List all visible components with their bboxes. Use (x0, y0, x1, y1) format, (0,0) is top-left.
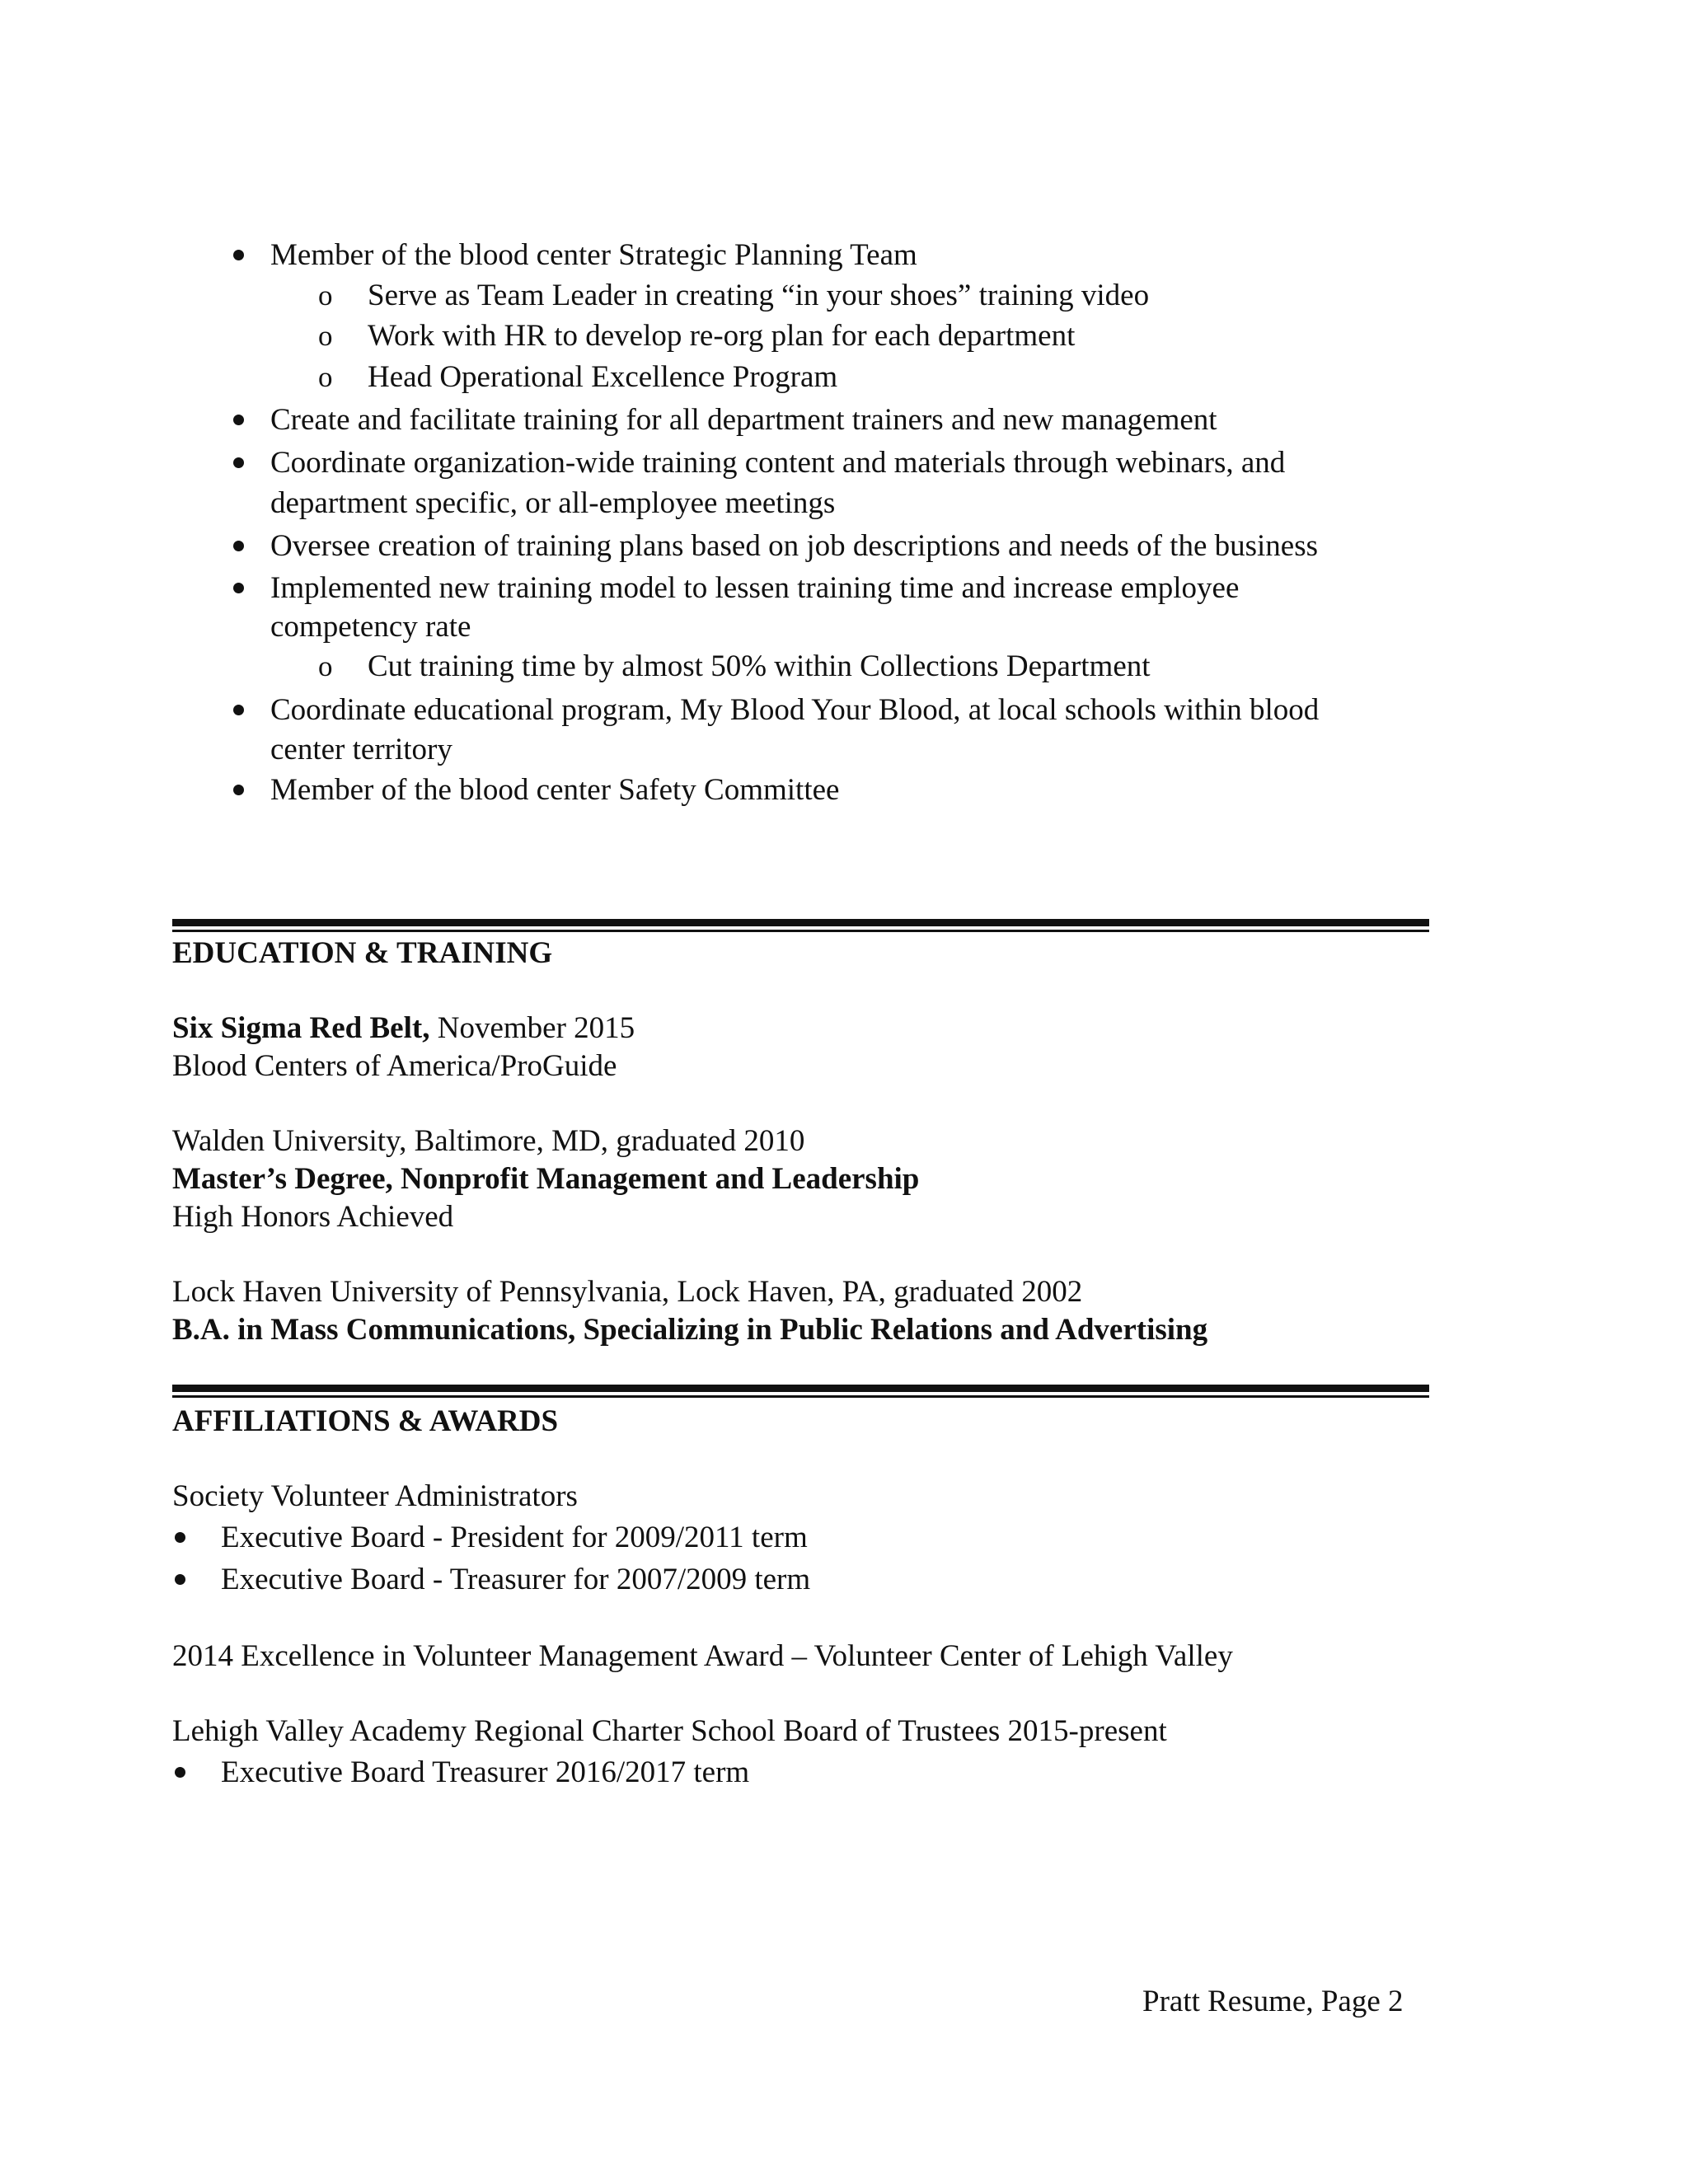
list-item-continuation: center territory (270, 733, 452, 766)
bullet-dot (233, 250, 244, 260)
bullet-dot (233, 583, 244, 593)
section-heading-affiliations: AFFILIATIONS & AWARDS (172, 1404, 559, 1438)
list-item: Member of the blood center Strategic Planning Team (270, 238, 917, 272)
list-item: Member of the blood center Safety Committee (270, 773, 840, 807)
list-item: Executive Board Treasurer 2016/2017 term (221, 1755, 750, 1789)
sub-list-item: Cut training time by almost 50% within Collections Department (368, 649, 1151, 683)
list-item: Coordinate organization-wide training content and materials through webinars, and (270, 446, 1286, 480)
list-item: Create and facilitate training for all department trainers and new management (270, 403, 1217, 437)
section-divider-thick (172, 919, 1429, 926)
bullet-dot (233, 415, 244, 425)
bullet-dot (233, 785, 244, 795)
affiliation-org: Society Volunteer Administrators (172, 1479, 578, 1513)
bullet-dot (175, 1532, 185, 1543)
school-line-walden: Walden University, Baltimore, MD, graduated 2010 (172, 1124, 805, 1158)
bullet-dot (233, 705, 244, 715)
list-item: Coordinate educational program, My Blood Your Blood, at local schools within blood (270, 693, 1320, 727)
education-entry-six-sigma (172, 1008, 635, 1048)
sub-list-item: Work with HR to develop re-org plan for each department (368, 319, 1076, 353)
list-item: Executive Board - President for 2009/2011 term (221, 1521, 808, 1554)
list-item: Executive Board - Treasurer for 2007/2009 term (221, 1563, 811, 1596)
bullet-dot (233, 541, 244, 551)
degree-ba: B.A. in Mass Communications, Specializing in Public Relations and Advertising (172, 1313, 1208, 1347)
honors-note: High Honors Achieved (172, 1200, 454, 1234)
bullet-dot (175, 1767, 185, 1778)
section-divider-thick (172, 1385, 1429, 1392)
bullet-dot (175, 1574, 185, 1585)
list-item: Implemented new training model to lessen training time and increase employee (270, 571, 1240, 605)
sub-list-item: Serve as Team Leader in creating “in your shoes” training video (368, 279, 1150, 312)
section-divider-thin (172, 1395, 1429, 1398)
bullet-dot (233, 457, 244, 468)
certification-date: November 2015 (429, 1011, 635, 1045)
list-item-continuation: department specific, or all-employee meetings (270, 486, 836, 520)
section-heading-education: EDUCATION & TRAINING (172, 936, 553, 970)
sub-bullet-marker: o (318, 361, 333, 393)
sub-list-item: Head Operational Excellence Program (368, 360, 838, 394)
sub-bullet-marker: o (318, 320, 333, 352)
page-footer: Pratt Resume, Page 2 (1142, 1985, 1404, 2018)
affiliation-org: Lehigh Valley Academy Regional Charter School Board of Trustees 2015-present (172, 1714, 1167, 1748)
section-divider-thin (172, 930, 1429, 932)
certification-issuer: Blood Centers of America/ProGuide (172, 1049, 617, 1083)
school-line-lock-haven: Lock Haven University of Pennsylvania, Lock Haven, PA, graduated 2002 (172, 1275, 1083, 1309)
list-item: Oversee creation of training plans based on job descriptions and needs of the business (270, 529, 1319, 563)
degree-masters: Master’s Degree, Nonprofit Management and Leadership (172, 1162, 920, 1196)
award-line: 2014 Excellence in Volunteer Management Award – Volunteer Center of Lehigh Valley (172, 1639, 1233, 1673)
certification-title: Six Sigma Red Belt, (172, 1011, 430, 1045)
list-item-continuation: competency rate (270, 610, 471, 644)
sub-bullet-marker: o (318, 279, 333, 312)
sub-bullet-marker: o (318, 650, 333, 682)
